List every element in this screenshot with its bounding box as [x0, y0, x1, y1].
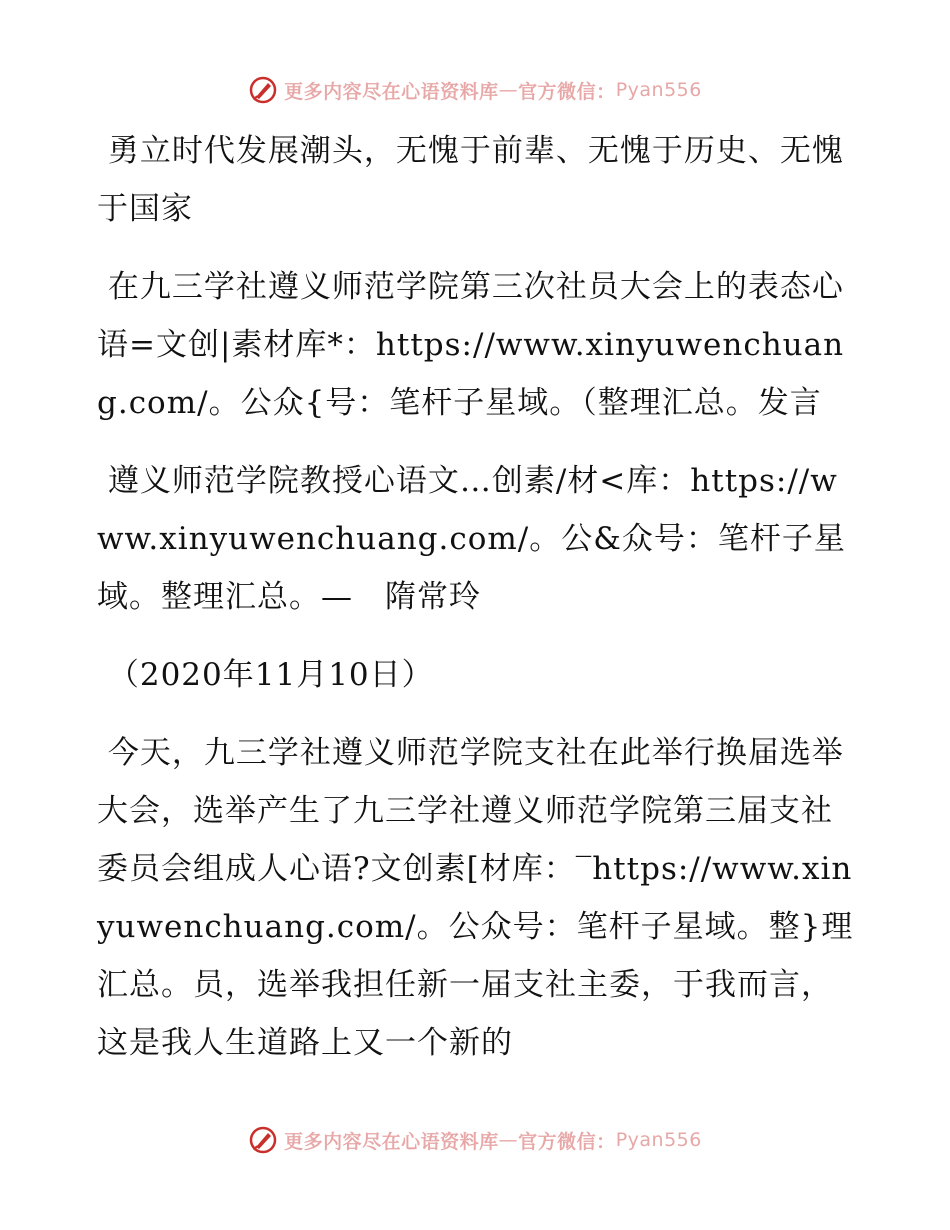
document-date: （2020年11月10日）: [97, 657, 434, 693]
watermark-separator: —: [498, 1129, 519, 1151]
watermark-brand: 更多内容尽在心语资料库: [284, 1130, 499, 1153]
quill-pen-logo-icon: [248, 75, 278, 105]
watermark-wechat-label: 官方微信：: [518, 1130, 616, 1153]
watermark-wechat-label: 官方微信：: [518, 80, 616, 103]
document-body: [97, 122, 857, 1092]
watermark-brand: 更多内容尽在心语资料库: [284, 80, 499, 103]
document-author-line: 遵义师范学院教授心语文…创素/材<库：https://www.xinyuwenchuang.com/。公&众号：笔杆子星域。整理汇总。— 隋常玲: [97, 463, 846, 615]
header-watermark: [0, 72, 950, 108]
watermark-wechat-id: Pyan556: [615, 79, 702, 101]
watermark-wechat-id: Pyan556: [615, 1129, 702, 1151]
footer-watermark: [0, 1122, 950, 1158]
watermark-separator: —: [498, 79, 519, 101]
document-subtitle: 在九三学社遵义师范学院第三次社员大会上的表态心语=文创|素材库*：https://www.xinyuwenchuang.com/。公众{号：笔杆子星域。（整理汇总。发言: [97, 269, 845, 421]
quill-pen-logo-icon: [248, 1125, 278, 1155]
document-body-paragraph: 今天，九三学社遵义师范学院支社在此举行换届选举大会，选举产生了九三学社遵义师范学院第三届支社委员会组成人心语?文创素[材库：‾https://www.xinyuwenchuang.com/。公众号：笔杆子星域。整}理汇总。员，选举我担任新一届支社主委，于我而言，这是我人生道路上又一个新的: [97, 735, 854, 1061]
document-title: 勇立时代发展潮头，无愧于前辈、无愧于历史、无愧于国家: [97, 133, 844, 227]
